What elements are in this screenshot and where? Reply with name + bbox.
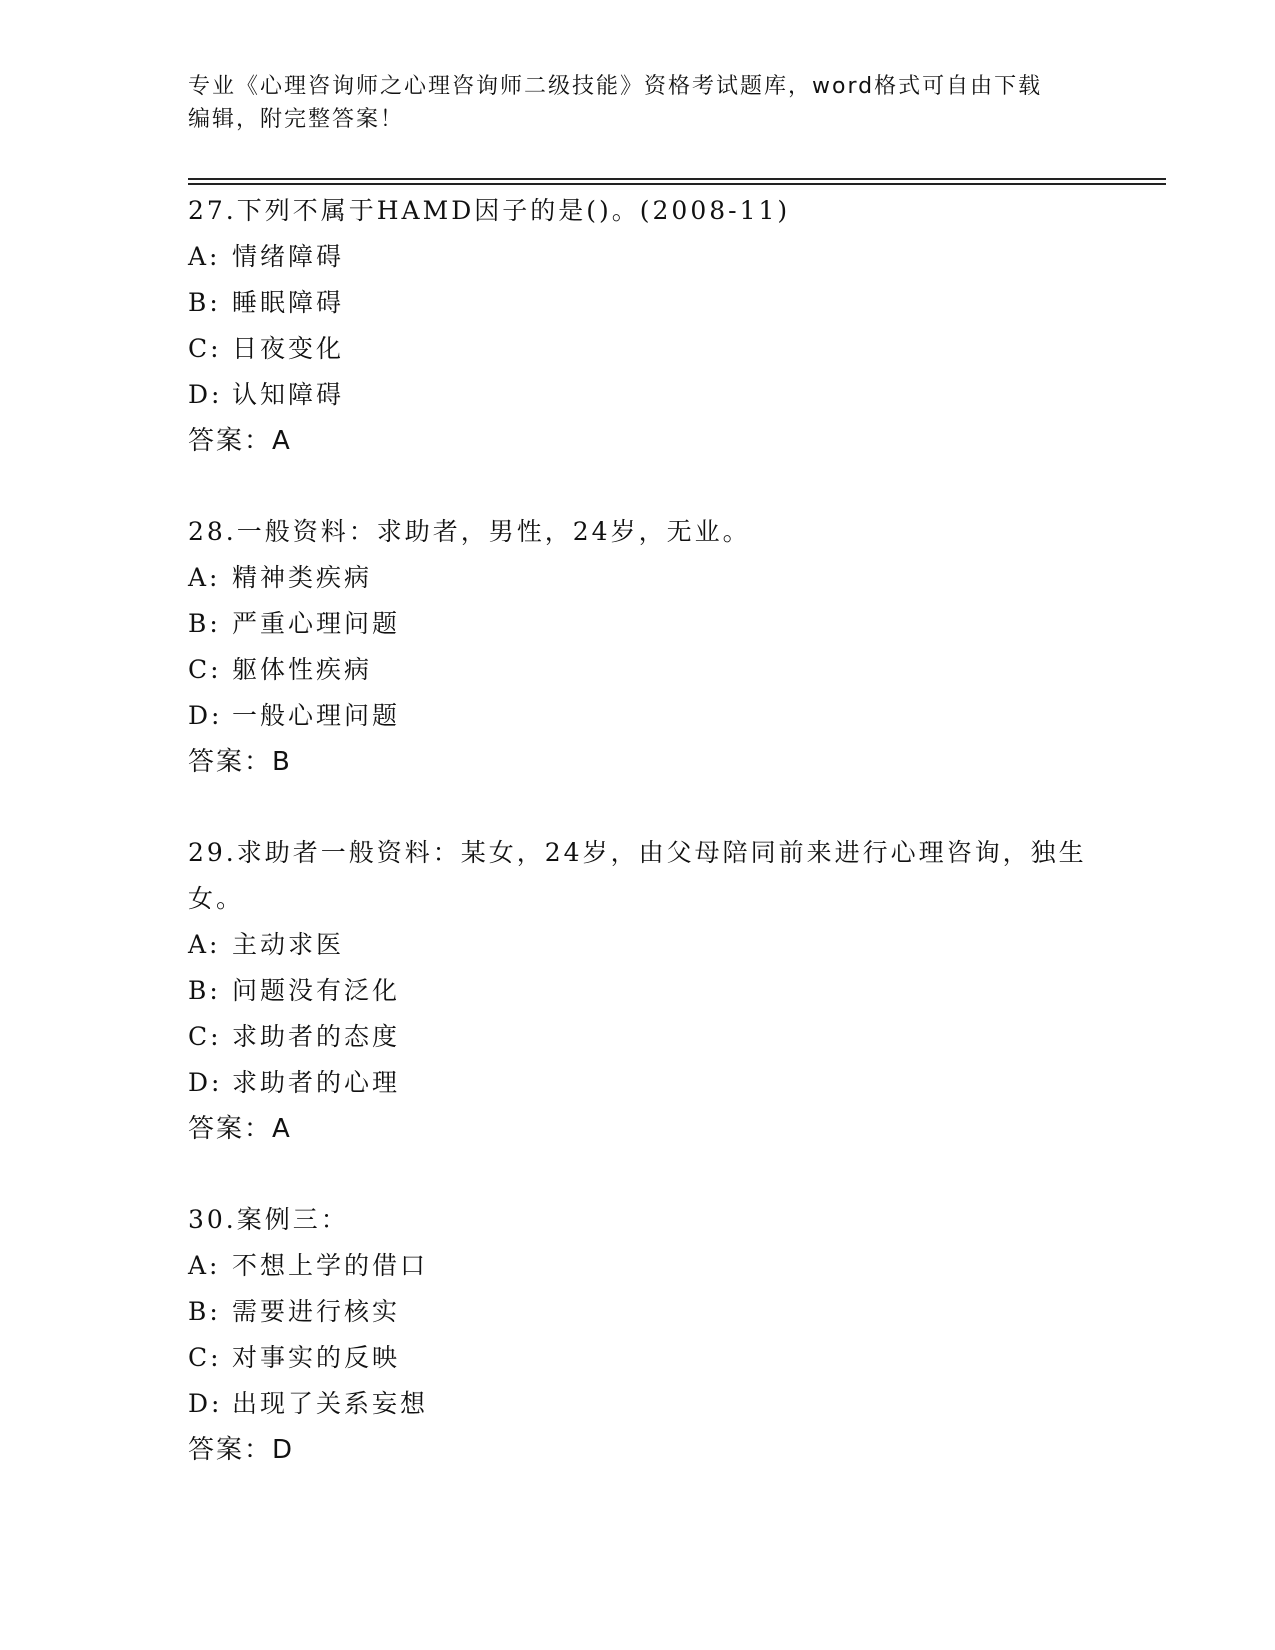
option-key: B: <box>188 976 221 1005</box>
answer: 答案：B <box>188 747 292 777</box>
question-stem: 30.案例三： <box>188 1205 349 1234</box>
option-text: 睡眠障碍 <box>232 288 345 317</box>
option-text: 一般心理问题 <box>232 701 401 730</box>
option-text: 对事实的反映 <box>232 1343 401 1372</box>
option-text: 认知障碍 <box>232 380 345 409</box>
option-text: 躯体性疾病 <box>232 655 373 684</box>
option-c <box>188 326 1108 372</box>
option-key: C: <box>188 1022 222 1051</box>
option-key: A: <box>188 930 221 959</box>
question-stem: 28.一般资料：求助者，男性，24岁，无业。 <box>188 517 751 546</box>
option-b <box>188 601 1108 647</box>
question-stem: 27.下列不属于HAMD因子的是()。(2008-11) <box>188 196 791 225</box>
option-b <box>188 1289 1108 1335</box>
option-key: A: <box>188 563 221 592</box>
option-text: 主动求医 <box>232 930 345 959</box>
option-a <box>188 555 1108 601</box>
option-d <box>188 1381 1108 1427</box>
option-key: A: <box>188 1251 221 1280</box>
question-27 <box>188 188 1108 464</box>
option-key: C: <box>188 1343 222 1372</box>
option-d <box>188 1060 1108 1106</box>
option-key: D: <box>188 1068 223 1097</box>
option-key: C: <box>188 334 222 363</box>
answer: 答案：A <box>188 426 292 456</box>
option-text: 出现了关系妄想 <box>232 1389 429 1418</box>
answer: 答案：D <box>188 1435 295 1465</box>
option-b <box>188 280 1108 326</box>
question-29 <box>188 830 1108 1152</box>
option-text: 需要进行核实 <box>232 1297 401 1326</box>
option-text: 问题没有泛化 <box>232 976 401 1005</box>
question-30 <box>188 1197 1108 1473</box>
header-line-2: 编辑，附完整答案！ <box>188 107 405 132</box>
option-key: D: <box>188 380 223 409</box>
option-c <box>188 1014 1108 1060</box>
option-key: B: <box>188 288 221 317</box>
option-text: 求助者的心理 <box>232 1068 401 1097</box>
option-key: A: <box>188 242 221 271</box>
option-d <box>188 372 1108 418</box>
question-list <box>188 188 1108 1518</box>
option-text: 日夜变化 <box>232 334 345 363</box>
header-divider-top <box>188 178 1166 180</box>
option-text: 不想上学的借口 <box>232 1251 429 1280</box>
option-a <box>188 234 1108 280</box>
option-d <box>188 693 1108 739</box>
option-key: D: <box>188 701 223 730</box>
option-text: 精神类疾病 <box>232 563 373 592</box>
question-stem: 29.求助者一般资料：某女，24岁，由父母陪同前来进行心理咨询，独生女。 <box>188 838 1087 913</box>
option-text: 严重心理问题 <box>232 609 401 638</box>
option-key: B: <box>188 609 221 638</box>
option-a <box>188 922 1108 968</box>
option-key: D: <box>188 1389 223 1418</box>
answer: 答案：A <box>188 1114 292 1144</box>
question-28 <box>188 509 1108 785</box>
header-line-1: 专业《心理咨询师之心理咨询师二级技能》资格考试题库，word格式可自由下载 <box>188 74 1043 99</box>
option-c <box>188 1335 1108 1381</box>
document-header <box>188 70 1088 136</box>
option-key: C: <box>188 655 222 684</box>
header-divider-bottom <box>188 183 1166 185</box>
option-text: 情绪障碍 <box>232 242 345 271</box>
option-a <box>188 1243 1108 1289</box>
option-b <box>188 968 1108 1014</box>
option-text: 求助者的态度 <box>232 1022 401 1051</box>
option-c <box>188 647 1108 693</box>
option-key: B: <box>188 1297 221 1326</box>
